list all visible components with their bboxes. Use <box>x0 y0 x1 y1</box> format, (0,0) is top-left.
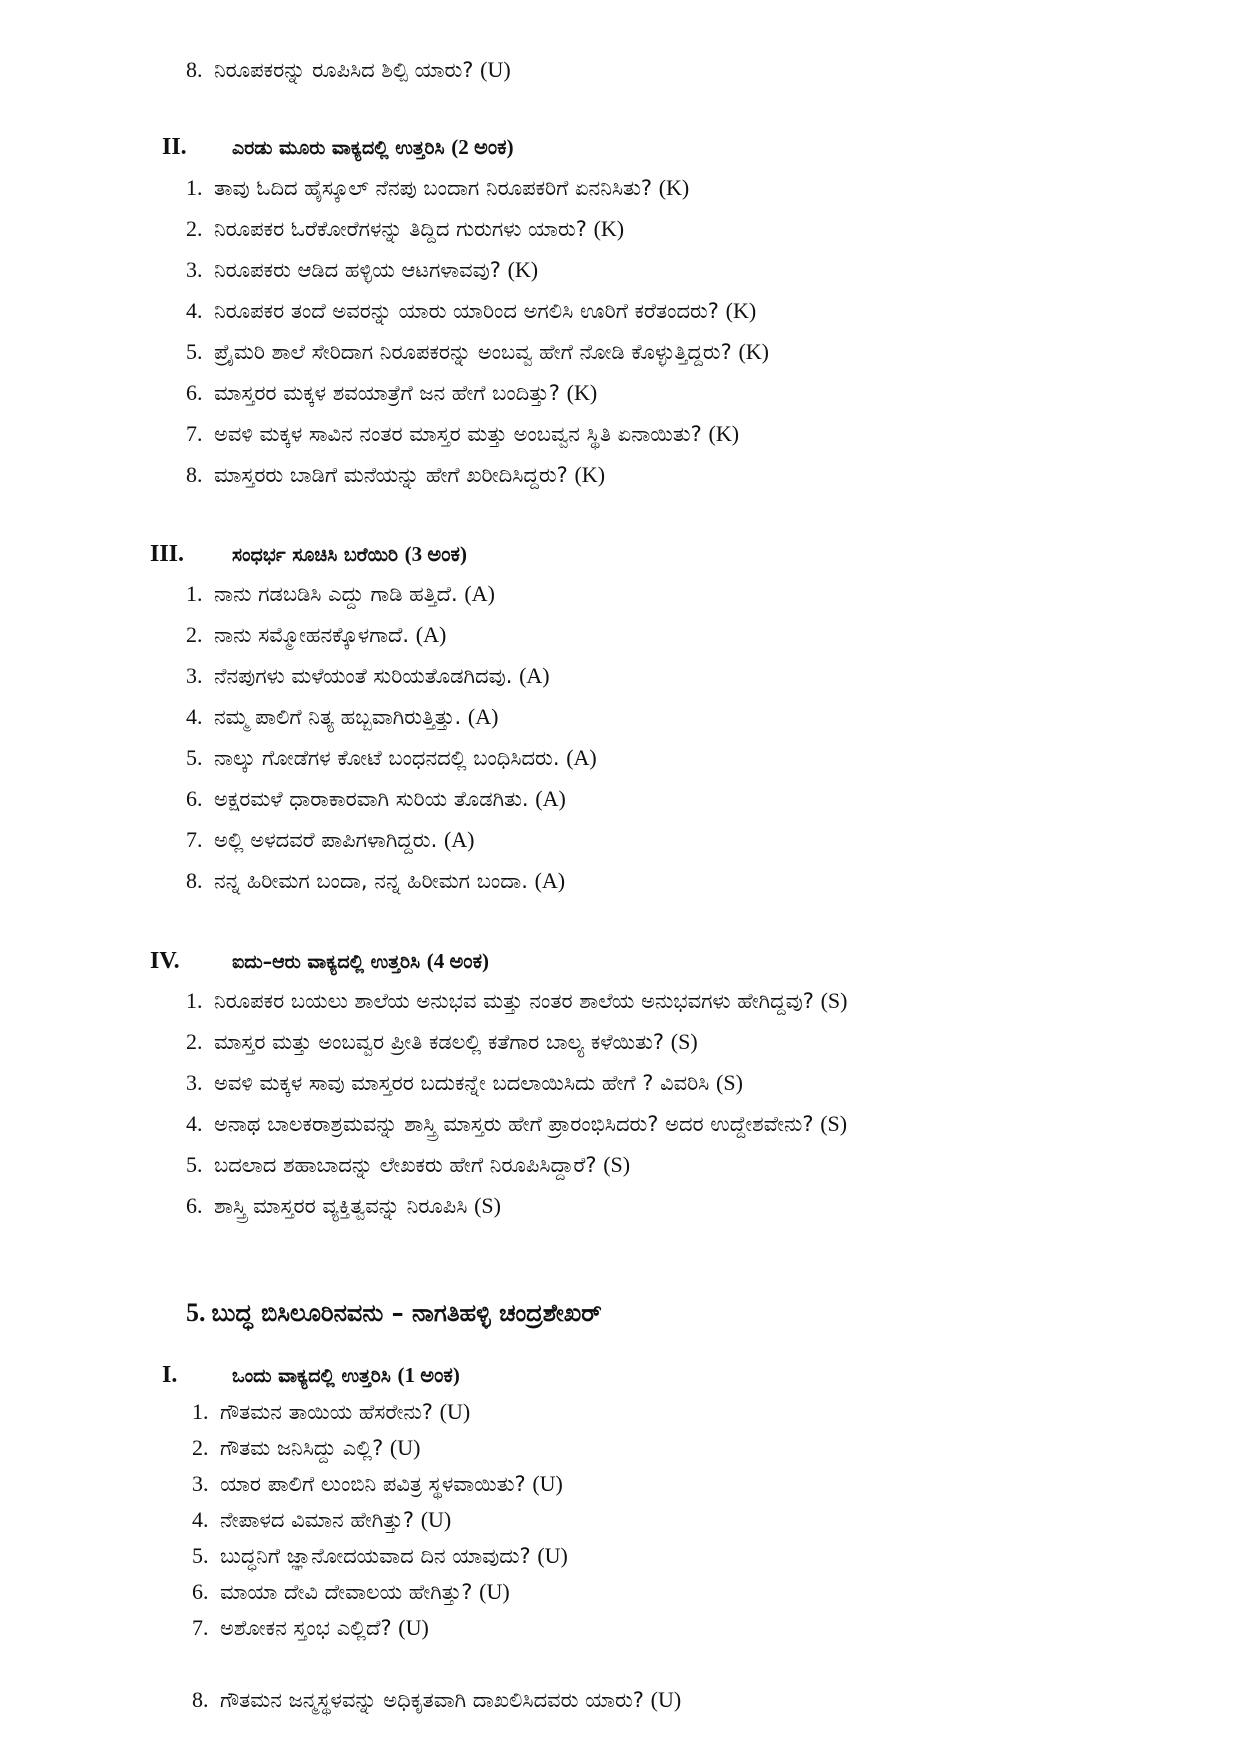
question-number: 3. <box>192 1471 209 1496</box>
question-text: ಅನಾಥ ಬಾಲಕರಾಶ್ರಮವನ್ನು ಶಾಸ್ತ್ರಿ ಮಾಸ್ತರು ಹೇಗೆ ಪ್ರಾರಂಭಿಸಿದರು? ಅದರ ಉದ್ದೇಶವೇನು? <box>214 1112 814 1136</box>
question-level: (U) <box>532 1471 563 1496</box>
question-level: (U) <box>480 57 511 82</box>
chapter-number: 5. <box>186 1298 206 1327</box>
question-number: 6. <box>192 1579 209 1604</box>
question-level: (U) <box>650 1687 682 1712</box>
question-number: 7. <box>192 1615 209 1640</box>
section-roman: III. <box>150 541 185 567</box>
question-item <box>186 215 624 243</box>
question-item <box>186 297 756 325</box>
question-text: ಗೌತಮ ಜನಿಸಿದ್ದು ಎಲ್ಲಿ? <box>220 1436 384 1460</box>
question-number: 4. <box>186 1111 203 1136</box>
question-text: ಮಾಸ್ತರ ಮತ್ತು ಅಂಬವ್ವರ ಪ್ರೀತಿ ಕಡಲಲ್ಲಿ ಕತೆಗಾರ ಬಾಲ್ಯ ಕಳೆಯಿತು? <box>214 1030 665 1054</box>
question-level: (S) <box>474 1193 501 1218</box>
section-roman: I. <box>162 1362 178 1388</box>
question-text: ನಿರೂಪಕರ ತಂದೆ ಅವರನ್ನು ಯಾರು ಯಾರಿಂದ ಅಗಲಿಸಿ ಊರಿಗೆ ಕರೆತಂದರು? <box>214 299 719 323</box>
question-item <box>192 1470 563 1498</box>
question-number: 3. <box>186 663 203 688</box>
question-text: ನನ್ನ ಹಿರೀಮಗ ಬಂದಾ, ನನ್ನ ಹಿರೀಮಗ ಬಂದಾ. <box>214 869 528 893</box>
question-number: 5. <box>186 745 203 770</box>
question-number: 1. <box>186 581 203 606</box>
question-level: (K) <box>574 462 606 487</box>
question-item <box>186 461 605 489</box>
question-number: 1. <box>186 988 203 1013</box>
question-item <box>192 1434 420 1462</box>
question-text: ತಾವು ಓದಿದ ಹೈಸ್ಕೂಲ್ ನೆನಪು ಬಂದಾಗ ನಿರೂಪಕರಿಗೆ ಏನನಿಸಿತು? <box>214 176 653 200</box>
question-level: (A) <box>464 581 495 606</box>
section-marks: (2 ಅಂಕ) <box>451 135 514 159</box>
question-number: 5. <box>192 1543 209 1568</box>
question-level: (S) <box>820 988 848 1013</box>
question-text: ನಿರೂಪಕರ ಓರೆಕೋರೆಗಳನ್ನು ತಿದ್ದಿದ ಗುರುಗಳು ಯಾರು? <box>214 217 587 241</box>
question-item <box>192 1506 451 1534</box>
question-text: ಮಾಯಾ ದೇವಿ ದೇವಾಲಯ ಹೇಗಿತ್ತು? <box>220 1580 473 1604</box>
chapter-title: ಬುದ್ಧ ಬಿಸಿಲೂರಿನವನು – ನಾಗತಿಹಳ್ಳಿ ಚಂದ್ರಶೇಖರ್ <box>211 1299 602 1327</box>
question-level: (U) <box>479 1579 510 1604</box>
question-text: ಅಶೋಕನ ಸ್ತಂಭ ಎಲ್ಲಿದೆ? <box>220 1616 392 1640</box>
question-item <box>192 1614 429 1642</box>
question-text: ಮಾಸ್ತರರು ಬಾಡಿಗೆ ಮನೆಯನ್ನು ಹೇಗೆ ಖರೀದಿಸಿದ್ದರು? <box>214 463 568 487</box>
section-title <box>232 544 467 566</box>
question-item <box>186 826 474 854</box>
question-level: (K) <box>507 257 539 282</box>
question-number: 2. <box>186 216 203 241</box>
question-item <box>186 580 495 608</box>
question-number: 8. <box>192 1687 209 1712</box>
question-text: ಯಾರ ಪಾಲಿಗೆ ಲುಂಬಿನಿ ಪವಿತ್ರ ಸ್ಥಳವಾಯಿತು? <box>220 1472 526 1496</box>
question-number: 2. <box>186 1029 203 1054</box>
question-number: 1. <box>186 175 203 200</box>
question-level: (K) <box>593 216 625 241</box>
question-text: ಅಕ್ಷರಮಳೆ ಧಾರಾಕಾರವಾಗಿ ಸುರಿಯ ತೊಡಗಿತು. <box>214 787 529 811</box>
question-number: 5. <box>186 1152 203 1177</box>
question-text: ಅಲ್ಲಿ ಅಳದವರೆ ಪಾಪಿಗಳಾಗಿದ್ದರು. <box>214 828 438 852</box>
section-title-text: ಐದು–ಆರು ವಾಕ್ಯದಲ್ಲಿ ಉತ್ತರಿಸಿ <box>232 951 421 973</box>
question-text: ಬದಲಾದ ಶಹಾಬಾದನ್ನು ಲೇಖಕರು ಹೇಗೆ ನಿರೂಪಿಸಿದ್ದಾರೆ? <box>214 1153 597 1177</box>
question-text: ನೇಪಾಳದ ವಿಮಾನ ಹೇಗಿತ್ತು? <box>220 1508 415 1532</box>
question-item <box>192 1578 510 1606</box>
question-number: 2. <box>192 1435 209 1460</box>
question-text: ಮಾಸ್ತರರ ಮಕ್ಕಳ ಶವಯಾತ್ರೆಗೆ ಜನ ಹೇಗೆ ಬಂದಿತ್ತು? <box>214 381 560 405</box>
question-item <box>186 56 511 84</box>
question-level: (K) <box>725 298 757 323</box>
section-marks: (4 ಅಂಕ) <box>426 949 490 973</box>
question-level: (K) <box>708 421 740 446</box>
question-level: (A) <box>535 786 566 811</box>
question-text: ಗೌತಮನ ಜನ್ಮಸ್ಥಳವನ್ನು ಅಧಿಕೃತವಾಗಿ ದಾಖಲಿಸಿದವರು ಯಾರು? <box>220 1688 644 1712</box>
question-text: ನಾನು ಗಡಬಡಿಸಿ ಎದ್ದು ಗಾಡಿ ಹತ್ತಿದೆ. <box>214 582 458 606</box>
section-title <box>232 951 489 973</box>
question-item <box>186 785 566 813</box>
question-level: (S) <box>670 1029 698 1054</box>
question-number: 4. <box>186 704 203 729</box>
section-title <box>232 1365 460 1387</box>
section-title-text: ಸಂಧರ್ಭ ಸೂಚಿಸಿ ಬರೆಯಿರಿ <box>232 544 399 566</box>
question-number: 6. <box>186 1193 203 1218</box>
question-item <box>186 1110 847 1138</box>
question-number: 8. <box>186 868 203 893</box>
question-text: ಬುದ್ಧನಿಗೆ ಜ್ಞಾನೋದಯವಾದ ದಿನ ಯಾವುದು? <box>220 1544 531 1568</box>
question-level: (U) <box>537 1543 568 1568</box>
question-level: (A) <box>566 745 597 770</box>
question-number: 3. <box>186 257 203 282</box>
question-item <box>192 1542 568 1570</box>
question-level: (A) <box>443 827 475 852</box>
section-marks: (3 ಅಂಕ) <box>404 542 467 566</box>
question-item <box>186 379 597 407</box>
question-text: ನಿರೂಪಕರು ಆಡಿದ ಹಳ್ಳಿಯ ಆಟಗಳಾವವು? <box>214 258 501 282</box>
question-item <box>186 621 446 649</box>
section-title-text: ಎರಡು ಮೂರು ವಾಕ್ಯದಲ್ಲಿ ಉತ್ತರಿಸಿ <box>232 137 445 159</box>
question-level: (S) <box>820 1111 848 1136</box>
question-text: ನಾನು ಸಮ್ಮೋಹನಕ್ಕೊಳಗಾದೆ. <box>214 623 410 647</box>
question-number: 4. <box>186 298 203 323</box>
question-level: (U) <box>439 1399 471 1424</box>
section-roman: IV. <box>150 948 180 974</box>
question-text: ನಮ್ಮ ಪಾಲಿಗೆ ನಿತ್ಯ ಹಬ್ಬವಾಗಿರುತ್ತಿತ್ತು. <box>214 705 462 729</box>
question-level: (U) <box>398 1615 429 1640</box>
question-item <box>186 420 739 448</box>
section-heading <box>150 946 489 978</box>
question-item <box>186 1028 698 1056</box>
question-level: (U) <box>389 1435 421 1460</box>
question-level: (K) <box>566 380 598 405</box>
question-text: ಗೌತಮನ ತಾಯಿಯ ಹೆಸರೇನು? <box>220 1400 433 1424</box>
question-number: 8. <box>186 462 203 487</box>
question-level: (K) <box>738 339 769 364</box>
question-item <box>186 1192 501 1220</box>
question-item <box>186 662 550 690</box>
question-level: (K) <box>658 175 690 200</box>
question-item <box>192 1398 470 1426</box>
question-text: ನಿರೂಪಕರ ಬಯಲು ಶಾಲೆಯ ಅನುಭವ ಮತ್ತು ನಂತರ ಶಾಲೆಯ ಅನುಭವಗಳು ಹೇಗಿದ್ದವು? <box>214 989 814 1013</box>
question-text: ನೆನಪುಗಳು ಮಳೆಯಂತೆ ಸುರಿಯತೊಡಗಿದವು. <box>214 664 513 688</box>
question-level: (S) <box>603 1152 631 1177</box>
question-level: (A) <box>415 622 447 647</box>
section-marks: (1 ಅಂಕ) <box>397 1363 460 1387</box>
question-number: 2. <box>186 622 203 647</box>
question-item <box>192 1686 681 1714</box>
question-item <box>186 867 565 895</box>
section-heading <box>162 1360 460 1392</box>
question-text: ನಿರೂಪಕರನ್ನು ರೂಪಿಸಿದ ಶಿಲ್ಪಿ ಯಾರು? <box>214 58 474 82</box>
question-item <box>186 1151 630 1179</box>
question-item <box>186 987 847 1015</box>
question-level: (U) <box>420 1507 452 1532</box>
section-title-text: ಒಂದು ವಾಕ್ಯದಲ್ಲಿ ಉತ್ತರಿಸಿ <box>232 1365 391 1387</box>
section-roman: II. <box>162 134 187 160</box>
question-number: 6. <box>186 786 203 811</box>
question-number: 6. <box>186 380 203 405</box>
question-number: 4. <box>192 1507 209 1532</box>
question-level: (A) <box>467 704 499 729</box>
question-item <box>186 338 769 366</box>
question-number: 1. <box>192 1399 209 1424</box>
question-number: 7. <box>186 827 203 852</box>
question-text: ಅವಳಿ ಮಕ್ಕಳ ಸಾವಿನ ನಂತರ ಮಾಸ್ತರ ಮತ್ತು ಅಂಬವ್ವನ ಸ್ಥಿತಿ ಏನಾಯಿತು? <box>214 422 702 446</box>
question-text: ನಾಲ್ಕು ಗೋಡೆಗಳ ಕೋಟೆ ಬಂಧನದಲ್ಲಿ ಬಂಧಿಸಿದರು. <box>214 746 560 770</box>
question-item <box>186 174 689 202</box>
question-item <box>186 703 498 731</box>
question-number: 7. <box>186 421 203 446</box>
section-title <box>232 137 514 159</box>
question-item <box>186 744 597 772</box>
question-number: 5. <box>186 339 203 364</box>
question-number: 3. <box>186 1070 203 1095</box>
chapter-heading <box>186 1296 602 1330</box>
question-text: ಶಾಸ್ತ್ರಿ ಮಾಸ್ತರರ ವ್ಯಕ್ತಿತ್ವವನ್ನು ನಿರೂಪಿಸಿ <box>214 1194 468 1218</box>
question-item <box>186 1069 743 1097</box>
question-item <box>186 256 538 284</box>
section-heading <box>150 539 467 571</box>
question-text: ಅವಳಿ ಮಕ್ಕಳ ಸಾವು ಮಾಸ್ತರರ ಬದುಕನ್ನೇ ಬದಲಾಯಿಸಿದು ಹೇಗೆ ? ವಿವರಿಸಿ <box>214 1071 710 1095</box>
question-level: (S) <box>716 1070 743 1095</box>
question-text: ಪ್ರೈಮರಿ ಶಾಲೆ ಸೇರಿದಾಗ ನಿರೂಪಕರನ್ನು ಅಂಬವ್ವ ಹೇಗೆ ನೋಡಿ ಕೊಳ್ಳುತ್ತಿದ್ದರು? <box>214 340 732 364</box>
question-number: 8. <box>186 57 203 82</box>
question-level: (A) <box>534 868 566 893</box>
section-heading <box>162 132 514 164</box>
question-level: (A) <box>519 663 550 688</box>
